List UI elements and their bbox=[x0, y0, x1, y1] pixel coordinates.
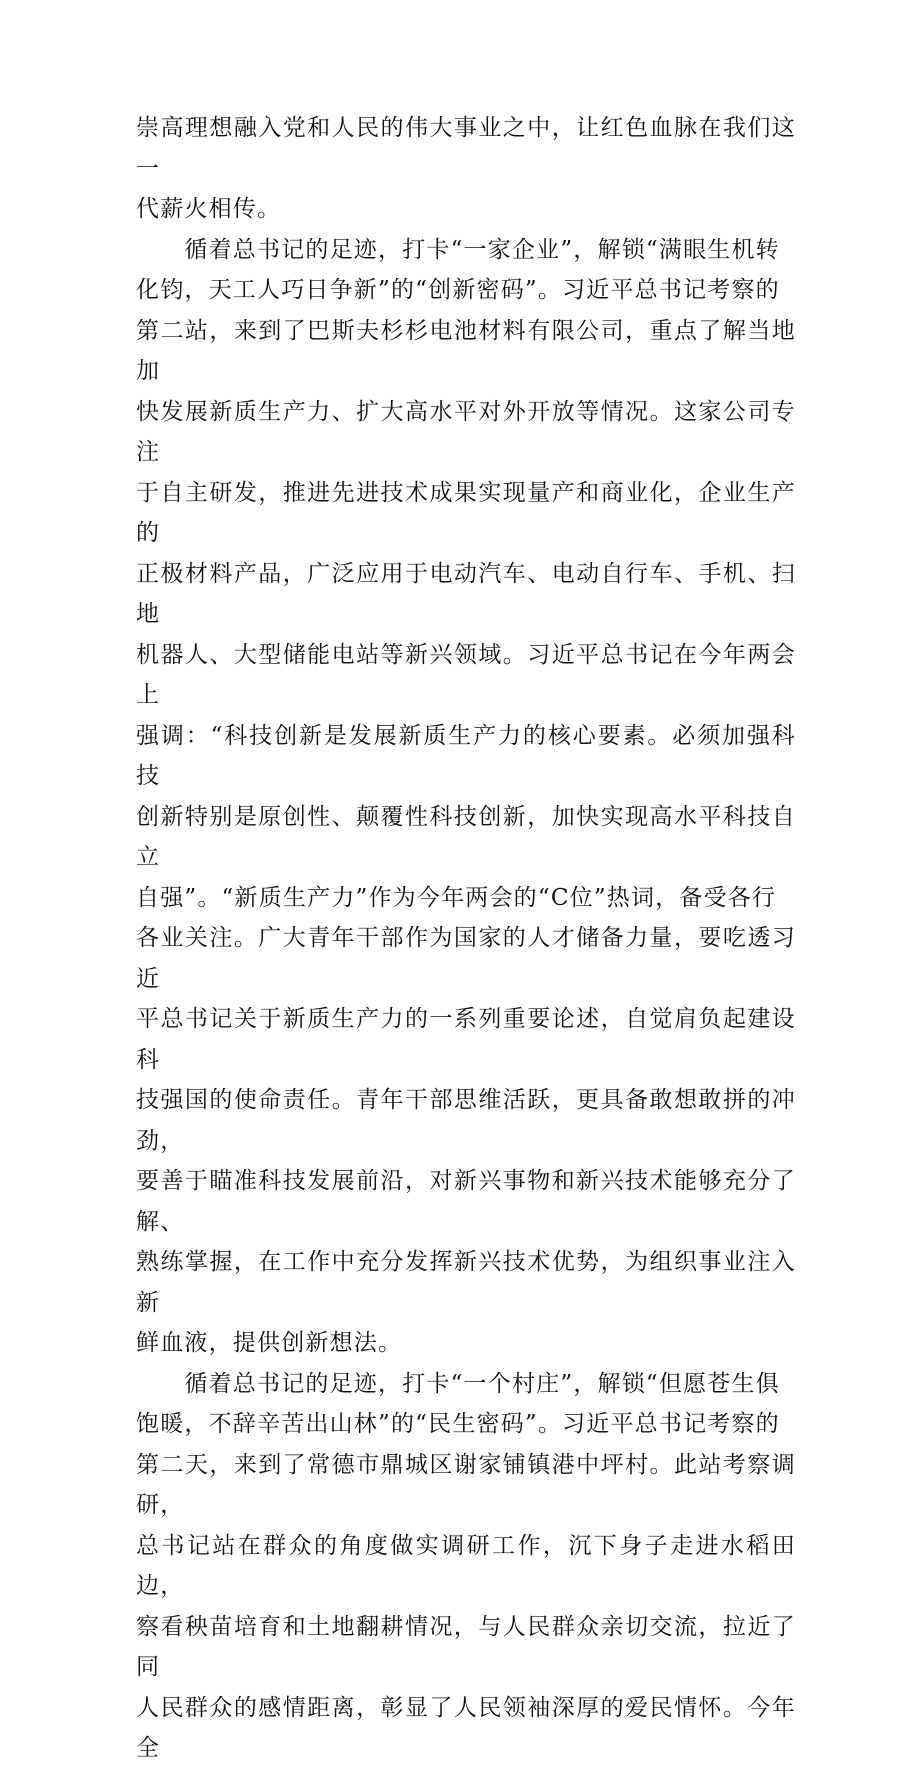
paragraph-1: 崇高理想融入党和人民的伟大事业之中，让红色血脉在我们这一 代薪火相传。 bbox=[136, 115, 796, 222]
document-body bbox=[136, 108, 796, 1769]
paragraph-3: 循着总书记的足迹，打卡“一个村庄”，解锁“但愿苍生俱 饱暖，不辞辛苦出山林”的“民生密码”。习近平总书记考察的 第二天，来到了常德市鼎城区谢家铺镇港中坪村。此站考察调研， 总书记站在群众的角度做实调研工作，沉下身子走进水稻田边， 察看秧苗培育和土地翻耕情况，与人民群众亲切交流，拉近了同 人民群众的感情距离，彰显了人民领袖深厚的爱民情怀。今年全 bbox=[136, 1370, 796, 1761]
paragraph-2: 循着总书记的足迹，打卡“一家企业”，解锁“满眼生机转 化钧，天工人巧日争新”的“创新密码”。习近平总书记考察的 第二站，来到了巴斯夫杉杉电池材料有限公司，重点了解当地加 快发展新质生产力、扩大高水平对外开放等情况。这家公司专注 于自主研发，推进先进技术成果实现量产和商业化，企业生产的 正极材料产品，广泛应用于电动汽车、电动自行车、手机、扫地 机器人、大型储能电站等新兴领域。习近平总书记在今年两会上 强调：“科技创新是发展新质生产力的核心要素。必须加强科技 创新特别是原创性、颠覆性科技创新，加快实现高水平科技自立 自强”。“新质生产力”作为今年两会的“C位”热词，备受各行 各业关注。广大青年干部作为国家的人才储备力量，要吃透习近 平总书记关于新质生产力的一系列重要论述，自觉肩负起建设科 技强国的使命责任。青年干部思维活跃，更具备敢想敢拼的冲劲， 要善于瞄准科技发展前沿，对新兴事物和新兴技术能够充分了解、 熟练掌握，在工作中充分发挥新兴技术优势，为组织事业注入新 鲜血液，提供创新想法。 bbox=[136, 236, 796, 1356]
